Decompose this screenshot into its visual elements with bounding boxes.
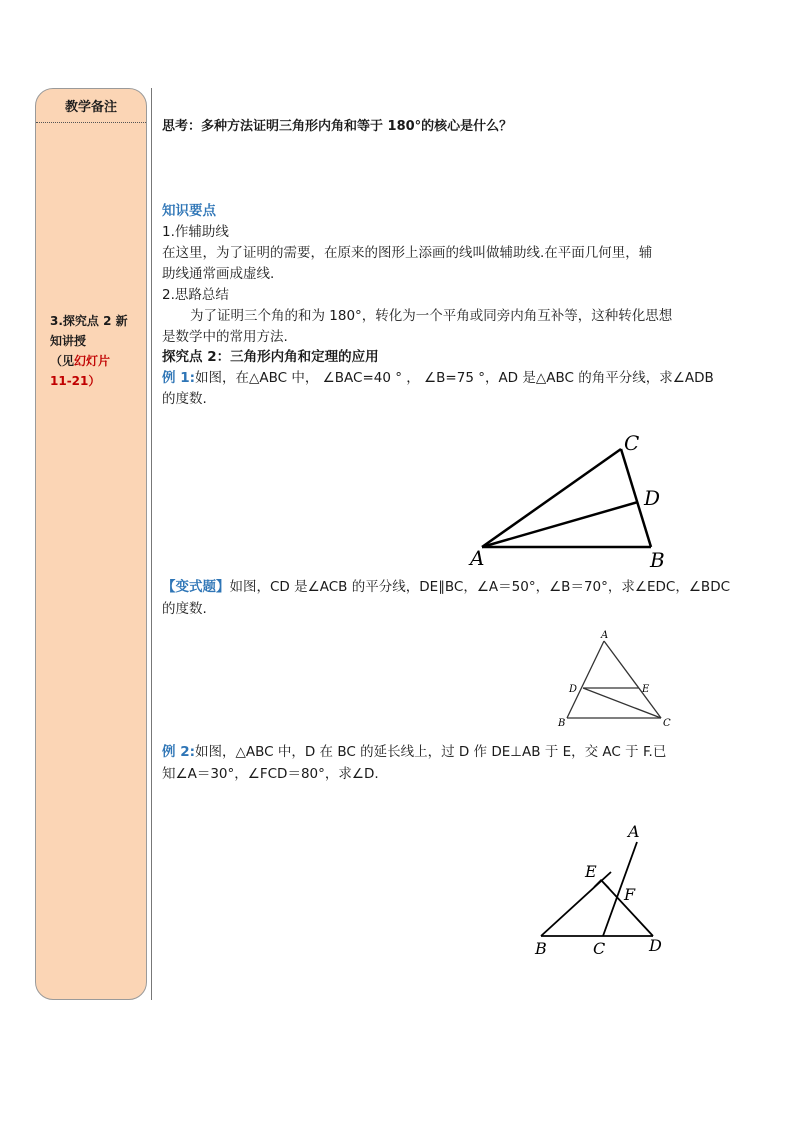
example1-label: 例 1: xyxy=(162,370,195,386)
fig1-side-ac xyxy=(482,449,621,547)
fig3-label-f: F xyxy=(624,885,636,904)
note-paren: （见 xyxy=(50,354,75,368)
note-line-3 xyxy=(50,351,136,371)
fig2-label-d: D xyxy=(569,684,578,695)
note-line-2: 知讲授 xyxy=(50,334,87,348)
variant-line1 xyxy=(162,577,730,597)
sidebar-header: 教学备注 xyxy=(36,89,146,123)
fig3-label-a: A xyxy=(628,822,640,841)
fig1-bisector-ad xyxy=(482,502,638,547)
fig2-label-e: E xyxy=(642,684,650,695)
fig3-label-b: B xyxy=(535,939,547,958)
knowledge-item2-line2: 是数学中的常用方法. xyxy=(162,329,288,345)
fig3-label-c: C xyxy=(593,939,606,958)
fig3-label-d: D xyxy=(649,936,662,955)
example2-line2: 知∠A＝30°，∠FCD＝80°，求∠D. xyxy=(162,766,379,782)
knowledge-title: 知识要点 xyxy=(162,203,216,219)
example1-text: 如图，在△ABC 中， ∠BAC=40 ° ， ∠B=75 °，AD 是△ABC 的角平分线，求∠ADB xyxy=(195,370,714,386)
fig1-label-d: D xyxy=(644,486,661,510)
variant-text: 如图，CD 是∠ACB 的平分线，DE∥BC，∠A＝50°，∠B＝70°，求∠EDC，∠BDC xyxy=(229,579,731,595)
example2-line1 xyxy=(162,742,666,762)
fig2-label-c: C xyxy=(663,718,671,729)
fig2-side-ab xyxy=(567,641,604,718)
knowledge-item1-line1: 在这里，为了证明的需要，在原来的图形上添画的线叫做辅助线.在平面几何里，辅 xyxy=(162,245,653,261)
explore2-title: 探究点 2：三角形内角和定理的应用 xyxy=(162,349,379,365)
example2-label: 例 2: xyxy=(162,744,195,760)
example2-text: 如图，△ABC 中，D 在 BC 的延长线上，过 D 作 DE⊥AB 于 E，交 AC 于 F.已 xyxy=(195,744,667,760)
column-divider xyxy=(151,88,152,1000)
fig2-label-a: A xyxy=(601,630,609,641)
variant-label: 【变式题】 xyxy=(162,579,230,595)
example1-line1 xyxy=(162,368,714,388)
knowledge-item2-line1: 为了证明三个角的和为 180°，转化为一个平角或同旁内角互补等，这种转化思想 xyxy=(190,308,673,324)
sidebar-note xyxy=(50,311,136,391)
notes-sidebar xyxy=(35,88,147,1000)
knowledge-item1-title: 1.作辅助线 xyxy=(162,224,229,240)
note-line-4: 11-21） xyxy=(50,374,101,388)
figure-example2 xyxy=(525,820,685,960)
fig1-label-a: A xyxy=(470,546,485,570)
fig1-label-b: B xyxy=(650,548,665,572)
fig3-label-e: E xyxy=(585,862,597,881)
variant-line2: 的度数. xyxy=(162,601,207,617)
note-slides: 幻灯片 xyxy=(74,354,111,368)
fig1-label-c: C xyxy=(624,431,640,455)
example1-line2: 的度数. xyxy=(162,391,207,407)
note-line-1: 3.探究点 2 新 xyxy=(50,314,128,328)
knowledge-item2-title: 2.思路总结 xyxy=(162,287,229,303)
fig2-label-b: B xyxy=(558,718,566,729)
figure-variant xyxy=(555,625,680,730)
thinking-question: 思考：多种方法证明三角形内角和等于 180°的核心是什么？ xyxy=(162,119,513,134)
figure-example1 xyxy=(460,425,680,575)
fig3-side-be xyxy=(541,872,611,936)
knowledge-item1-line2: 助线通常画成虚线. xyxy=(162,266,275,282)
